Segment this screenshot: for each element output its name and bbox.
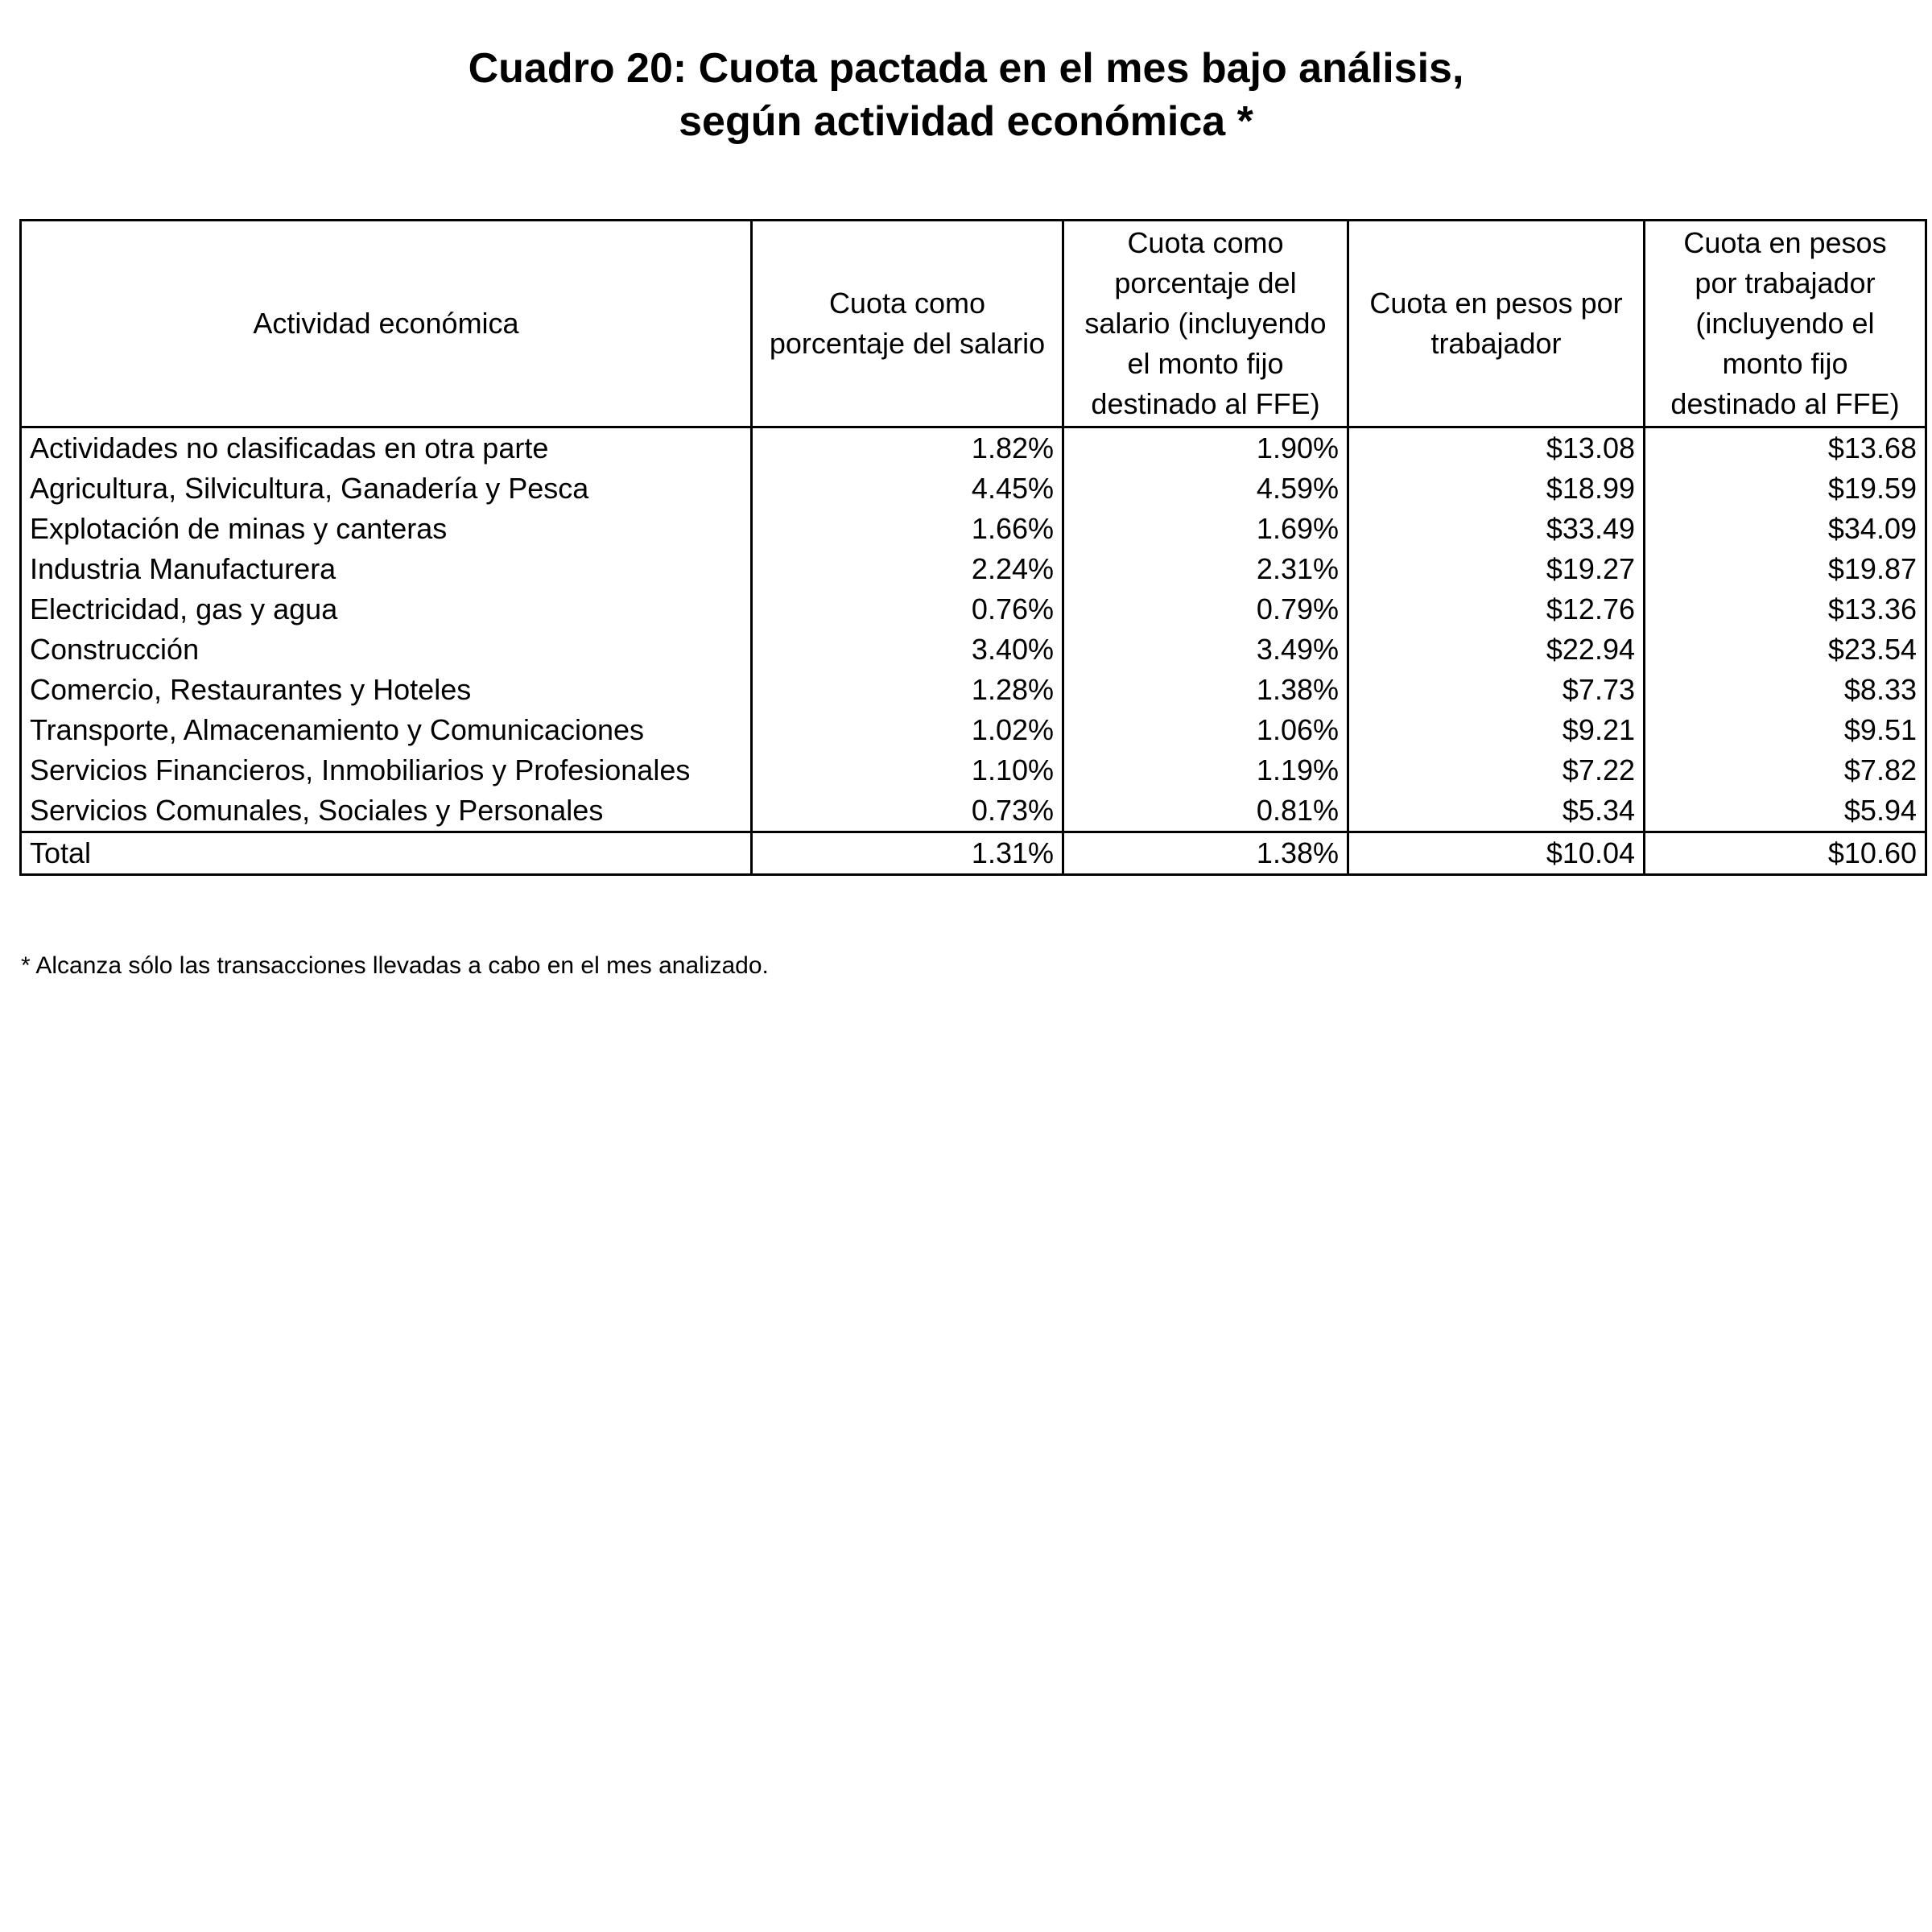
column-header-line: (incluyendo el <box>1695 307 1875 340</box>
table-row <box>21 589 1926 630</box>
value-cell: $10.60 <box>1645 832 1926 875</box>
value-cell: 3.40% <box>752 630 1063 670</box>
table-row <box>21 549 1926 589</box>
column-header-line: Cuota como <box>828 287 986 320</box>
table-body <box>21 427 1926 875</box>
total-row <box>21 832 1926 875</box>
activity-label: Electricidad, gas y agua <box>21 589 752 630</box>
column-header-line: Cuota en pesos por <box>1369 287 1623 320</box>
table-row <box>21 750 1926 791</box>
column-header-line: Cuota como <box>1127 226 1284 259</box>
value-cell: 2.31% <box>1063 549 1348 589</box>
page-title <box>0 42 1932 148</box>
value-cell: 4.45% <box>752 469 1063 509</box>
value-cell: 1.19% <box>1063 750 1348 791</box>
value-cell: $13.68 <box>1645 427 1926 469</box>
column-header-4 <box>1348 221 1645 427</box>
value-cell: $7.73 <box>1348 670 1645 710</box>
activity-label: Servicios Financieros, Inmobiliarios y Profesionales <box>21 750 752 791</box>
value-cell: $8.33 <box>1645 670 1926 710</box>
value-cell: 1.38% <box>1063 832 1348 875</box>
header-row <box>21 221 1926 427</box>
value-cell: $12.76 <box>1348 589 1645 630</box>
value-cell: $23.54 <box>1645 630 1926 670</box>
column-header-line: porcentaje del salario <box>769 327 1046 360</box>
activity-quota-table <box>19 219 1927 876</box>
column-header-line: destinado al FFE) <box>1670 387 1900 420</box>
table-row <box>21 670 1926 710</box>
value-cell: $9.51 <box>1645 710 1926 750</box>
activity-label: Comercio, Restaurantes y Hoteles <box>21 670 752 710</box>
table-row <box>21 630 1926 670</box>
value-cell: 1.90% <box>1063 427 1348 469</box>
activity-label: Total <box>21 832 752 875</box>
value-cell: $33.49 <box>1348 509 1645 549</box>
activity-label: Industria Manufacturera <box>21 549 752 589</box>
table-row <box>21 427 1926 469</box>
column-header-line: trabajador <box>1430 327 1562 360</box>
value-cell: 1.10% <box>752 750 1063 791</box>
value-cell: $13.08 <box>1348 427 1645 469</box>
column-header-line: Actividad económica <box>253 307 519 340</box>
column-header-1 <box>21 221 752 427</box>
column-header-line: el monto fijo <box>1127 347 1284 380</box>
activity-label: Explotación de minas y canteras <box>21 509 752 549</box>
column-header-3 <box>1063 221 1348 427</box>
value-cell: $5.94 <box>1645 791 1926 832</box>
activity-label: Transporte, Almacenamiento y Comunicaciones <box>21 710 752 750</box>
footnote: * Alcanza sólo las transacciones llevadas a cabo en el mes analizado. <box>21 952 769 979</box>
value-cell: $13.36 <box>1645 589 1926 630</box>
value-cell: $19.59 <box>1645 469 1926 509</box>
value-cell: 1.02% <box>752 710 1063 750</box>
value-cell: 1.38% <box>1063 670 1348 710</box>
value-cell: $18.99 <box>1348 469 1645 509</box>
value-cell: $34.09 <box>1645 509 1926 549</box>
column-header-line: destinado al FFE) <box>1091 387 1320 420</box>
column-header-5 <box>1645 221 1926 427</box>
column-header-line: monto fijo <box>1722 347 1848 380</box>
table-row <box>21 469 1926 509</box>
activity-label: Servicios Comunales, Sociales y Personales <box>21 791 752 832</box>
activity-label: Agricultura, Silvicultura, Ganadería y Pesca <box>21 469 752 509</box>
value-cell: 0.73% <box>752 791 1063 832</box>
value-cell: $22.94 <box>1348 630 1645 670</box>
value-cell: $10.04 <box>1348 832 1645 875</box>
table-row <box>21 791 1926 832</box>
value-cell: 1.28% <box>752 670 1063 710</box>
column-header-2 <box>752 221 1063 427</box>
value-cell: 1.82% <box>752 427 1063 469</box>
column-header-line: por trabajador <box>1695 266 1876 299</box>
table-row <box>21 710 1926 750</box>
value-cell: 4.59% <box>1063 469 1348 509</box>
title-line-1: Cuadro 20: Cuota pactada en el mes bajo análisis, <box>468 45 1464 92</box>
value-cell: 0.79% <box>1063 589 1348 630</box>
value-cell: $5.34 <box>1348 791 1645 832</box>
value-cell: 1.69% <box>1063 509 1348 549</box>
value-cell: $7.82 <box>1645 750 1926 791</box>
value-cell: 2.24% <box>752 549 1063 589</box>
title-line-2: según actividad económica * <box>679 98 1253 145</box>
value-cell: 3.49% <box>1063 630 1348 670</box>
value-cell: 1.06% <box>1063 710 1348 750</box>
value-cell: 0.76% <box>752 589 1063 630</box>
value-cell: 1.66% <box>752 509 1063 549</box>
value-cell: $19.27 <box>1348 549 1645 589</box>
column-header-line: Cuota en pesos <box>1683 226 1887 259</box>
value-cell: $19.87 <box>1645 549 1926 589</box>
column-header-line: porcentaje del <box>1114 266 1297 299</box>
column-header-line: salario (incluyendo <box>1084 307 1327 340</box>
value-cell: $9.21 <box>1348 710 1645 750</box>
table-row <box>21 509 1926 549</box>
activity-label: Construcción <box>21 630 752 670</box>
activity-label: Actividades no clasificadas en otra parte <box>21 427 752 469</box>
value-cell: 1.31% <box>752 832 1063 875</box>
value-cell: $7.22 <box>1348 750 1645 791</box>
value-cell: 0.81% <box>1063 791 1348 832</box>
